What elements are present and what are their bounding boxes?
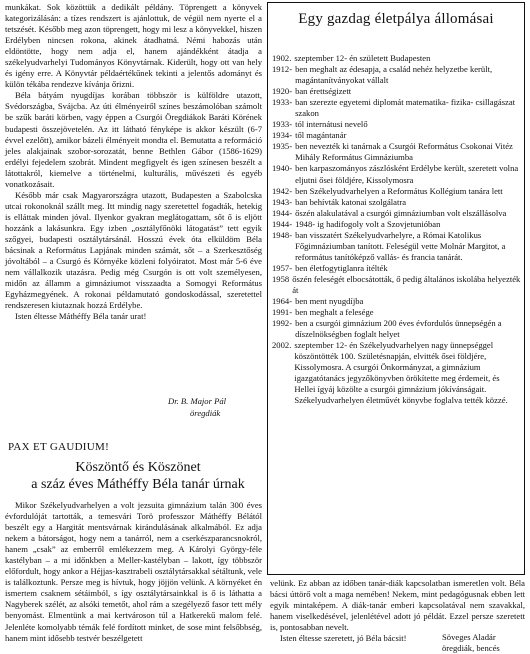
timeline-year: 1940-: [272, 163, 293, 174]
timeline-year: 1957-: [272, 262, 293, 273]
timeline-entry: [272, 318, 522, 340]
timeline-entry: [272, 208, 522, 219]
signature-name: Dr. B. Major Pál: [168, 396, 227, 406]
signature-role: öregdiák, bencés: [442, 643, 500, 653]
timeline-entry: [272, 64, 522, 86]
timeline-year: 1933-: [272, 97, 293, 108]
timeline-entry: [272, 86, 522, 97]
article-paragraph: Isten éltesse Máthéffy Béla tanár urat!: [15, 311, 147, 322]
timeline-text: szeptember 12- én Székelyudvarhelyen nagy ünnepséggel köszöntötték 100. Születésnapján, elvitték ősei földjére, Kissolymosra. A csurgói Önkormányzat, a gimnázium igazgatótanács jegyzőkönyvben örökítette meg érdemeit, és Hellei ígyáj közölte a csurgói gimnázium jókívánságait. Székelyudvarhelyen életművét könyvbe foglalva tették közzé.: [294, 340, 508, 406]
timeline-entry: [272, 119, 522, 130]
timeline-entry: [272, 274, 522, 296]
timeline-entry: [272, 197, 522, 208]
career-timeline: [272, 53, 522, 407]
timeline-year: 1935-: [272, 141, 293, 152]
article-paragraph: Isten éltesse szeretett, jó Béla bácsit!: [280, 633, 407, 644]
timeline-text: ban szerezte egyetemi diplomát matematika- fizika- csillagászat szakon: [295, 97, 516, 119]
article-subtitle: a száz éves Máthéffy Béla tanár úrnak: [31, 477, 245, 492]
timeline-year: 1958: [272, 273, 290, 284]
timeline-year: 2002.: [272, 340, 292, 351]
timeline-year: 1920-: [272, 86, 293, 97]
timeline-text: ban visszatért Székelyudvarhelyre, a Római Katolikus Főgimnáziumban tanított. Feleségül vette Molnár Margitot, a református tanítóképző vallás- és francia tanárát.: [295, 229, 506, 262]
signature-role: öregdiák: [190, 408, 221, 418]
article-paragraph: velünk. Ez abban az időben tanár-diák kapcsolatban ismeretlen volt. Béla bácsi úttörő volt a maga nemében! Nekem, mint pedagógusnak ebben lett egyik mintaképem. A diák-tanár emberi kapcsolatával nem szavakkal, hanem viselkedésével, jelenlétével adott jó példát. Ezzel persze szeretett is, pontosabban nevelt.: [270, 578, 525, 633]
timeline-text: ban érettségizett: [295, 86, 352, 97]
timeline-year: 1991-: [272, 307, 293, 318]
timeline-year: 1933-: [272, 119, 293, 130]
timeline-year: 1912-: [272, 64, 293, 75]
timeline-entry: [272, 263, 522, 274]
timeline-entry: [272, 230, 522, 263]
article-paragraph: Mikor Székelyudvarhelyen a volt jezsuita gimnázium talán 300 éves évfordulóját tartották, a temesvári Torö professzor Máthéffy Bélától beszélt egy a Hargitát mentsvárnak kirándulásának alkalmából. Ez adja nekem a bátorságot, hogy nem a tanárról, nem a cserkészparancsnokról, hanem „csak” az emberről emlékezzem meg. A Károlyi György-féle kastélyban – a mi időnkben a Meller-kastélyban – lakott, így többször előfordult, hogy ankor a Héjjas-kasztrabeli osztálytársakkal sétáltunk, vele is találkoztunk. Persze meg is hívtuk, hogy jöjjön velünk. A környéket én ismertem csaknem sétáimból, s így osztálytársainkkal is ő is láthatta a Nagyberek szélét, az alsóki temetőt, ahol rám a szegélyező fasor tett mély benyomást. Elmentünk a mai kertvároson túl a Hatkerekű malom felé. Jelenléte komolyabb témák felé fordított minket, de sose mint felsőbbség, hanem mint idősebb testvér beszélgetett: [5, 500, 262, 643]
timeline-year: 1943-: [272, 196, 293, 207]
timeline-entry: [272, 163, 522, 185]
timeline-year: 1942-: [272, 185, 293, 196]
signature-name: Söveges Aladár: [442, 632, 496, 642]
timeline-text: ben ment nyugdíjba: [295, 296, 364, 307]
timeline-text: ben meghalt a felesége: [295, 307, 374, 318]
timeline-entry: [272, 307, 522, 318]
timeline-text: től magántanár: [295, 130, 347, 141]
timeline-text: szeptember 12- én született Budapesten: [294, 53, 431, 63]
timeline-text: 1948- ig hadifogoly volt a Szovjetunióban: [295, 218, 441, 229]
timeline-text: ben nevezték ki tanárnak a Csurgói Református Csokonai Vitéz Mihály Református Gimnáziumba: [295, 141, 513, 163]
timeline-year: 1992-: [272, 318, 293, 329]
timeline-text: ben életfogytiglanra ítélték: [295, 262, 388, 273]
timeline-year: 1944-: [272, 207, 293, 218]
timeline-year: 1902.: [272, 53, 292, 63]
timeline-entry: [272, 186, 522, 197]
career-box: [267, 2, 525, 575]
career-box-title: Egy gazdag életpálya állomásai: [298, 11, 494, 27]
timeline-text: ban behívták katonai szolgálatra: [295, 196, 407, 207]
timeline-entry: [272, 219, 522, 230]
timeline-text: őszén feleségét elbocsátották, ő pedig általános iskolába helyezték át: [292, 273, 521, 295]
timeline-entry: [272, 97, 522, 119]
article-paragraph: Később már csak Magyarországra utazott, Budapesten a Szabolcska utcai rokonoknál szállt meg. Itt mindig nagy szeretettel fogadták, hetekig is elláttak minden jóval. Ilyenkor gyakran meglátogattam, sőt ő is eljött hozzánk a lakásunkra. Egy izben „osztályfőnöki látogatást” tett egyik szőgyei, budapesti osztálytársánál. Hosszú évek óta elküldöm Béla bácsinak a Református Lapjának minden számát, sőt – a Szerkesztőség jóvoltából – a Csurgó és Környéke közleni folyóiratot. Most már 5-6 éve nem vállalkozik utazásra. Pedig még Csurgón is ott volt személyesen, midőn az államm a gimnáziumot visszaadta a Somogyi Református Egyházmegyének. A rokonai példamutató gondoskodással, szeretettel rendszeresen kiutaznak hozzá Erdélybe.: [5, 189, 262, 311]
timeline-year: 1934-: [272, 130, 293, 141]
greeting-article-body: [5, 500, 262, 644]
article-title: Köszöntő és Köszönet: [75, 460, 201, 475]
timeline-text: ben a csurgói gimnázium 200 éves évfordulós ünnepségén a díszelnökségben foglalt helyet: [295, 318, 502, 340]
article-paragraph: munkákat. Sok közöttük a dedikált példány. Töprengett a könyvek kategorizálásán: a tízes rendszert is ajánlottuk, de végül nem nyerte el a tetszését. Később meg azon töprengett, hogy mi lesz a könyvekkel, hiszen Erdélyben nincsen rokona, akinek átadhatná. Némi habozás után eldöntötte, hogy nem adja el, hanem ajándékként átadja a székelyudvarhelyi Tudományos Könyvtárnak. Kiderült, hogy ott van hely és igény erre. A Könyvtár példaértékűnek tekinti a jelentős adományt és külön tékába rendezve kívánja őrizni.: [5, 2, 262, 90]
timeline-year: 1944-: [272, 218, 293, 229]
timeline-text: ben Székelyudvarhelyen a Református Kollégium tanára lett: [295, 185, 503, 196]
article-paragraph: Béla bátyám nyugdíjas korában többször is külföldre utazott, Svédországba, Svájcba. Az úti élményeiről színes beszámolóban számolt be szűk baráti körben, vagy éppen a Csurgói Öregdiákok Baráti Körének budapesti összejövetelén. Az itt látható fényképe is akkor készült (6-7 évvel ezelőtt), amikor bázeli élményeit mondta el. Bemutatta a reformáció jeles alakjainak szobor-sorozatát, benne Bethlen Gábor (1586-1629) erdélyi fejedelem szobrát. Mindent megfigyelt és igen színesen beszélt a látottakról, kiemelve a történelmi, kulturális, művészeti és egyéb vonatkozásait.: [5, 90, 262, 189]
timeline-text: őszén alakulatával a csurgói gimnáziumban volt elszállásolva: [295, 207, 507, 218]
timeline-year: 1948-: [272, 229, 293, 240]
timeline-text: tól internátusi nevelő: [295, 119, 368, 130]
timeline-entry: [272, 340, 522, 406]
timeline-year: 1964-: [272, 296, 293, 307]
timeline-entry: [272, 130, 522, 141]
timeline-entry: [272, 296, 522, 307]
timeline-text: ben meghalt az édesapja, a család nehéz helyzetbe került, magántanítványokat vállalt: [295, 64, 493, 86]
left-article: [5, 2, 262, 322]
timeline-text: ben karpaszományos zászlósként Erdélybe került, szeretett volna eljutni ősei földjére, Kissolymosra: [295, 163, 519, 185]
timeline-entry: [272, 141, 522, 163]
timeline-entry: [272, 53, 522, 64]
pax-heading: PAX ET GAUDIUM!: [8, 441, 110, 453]
